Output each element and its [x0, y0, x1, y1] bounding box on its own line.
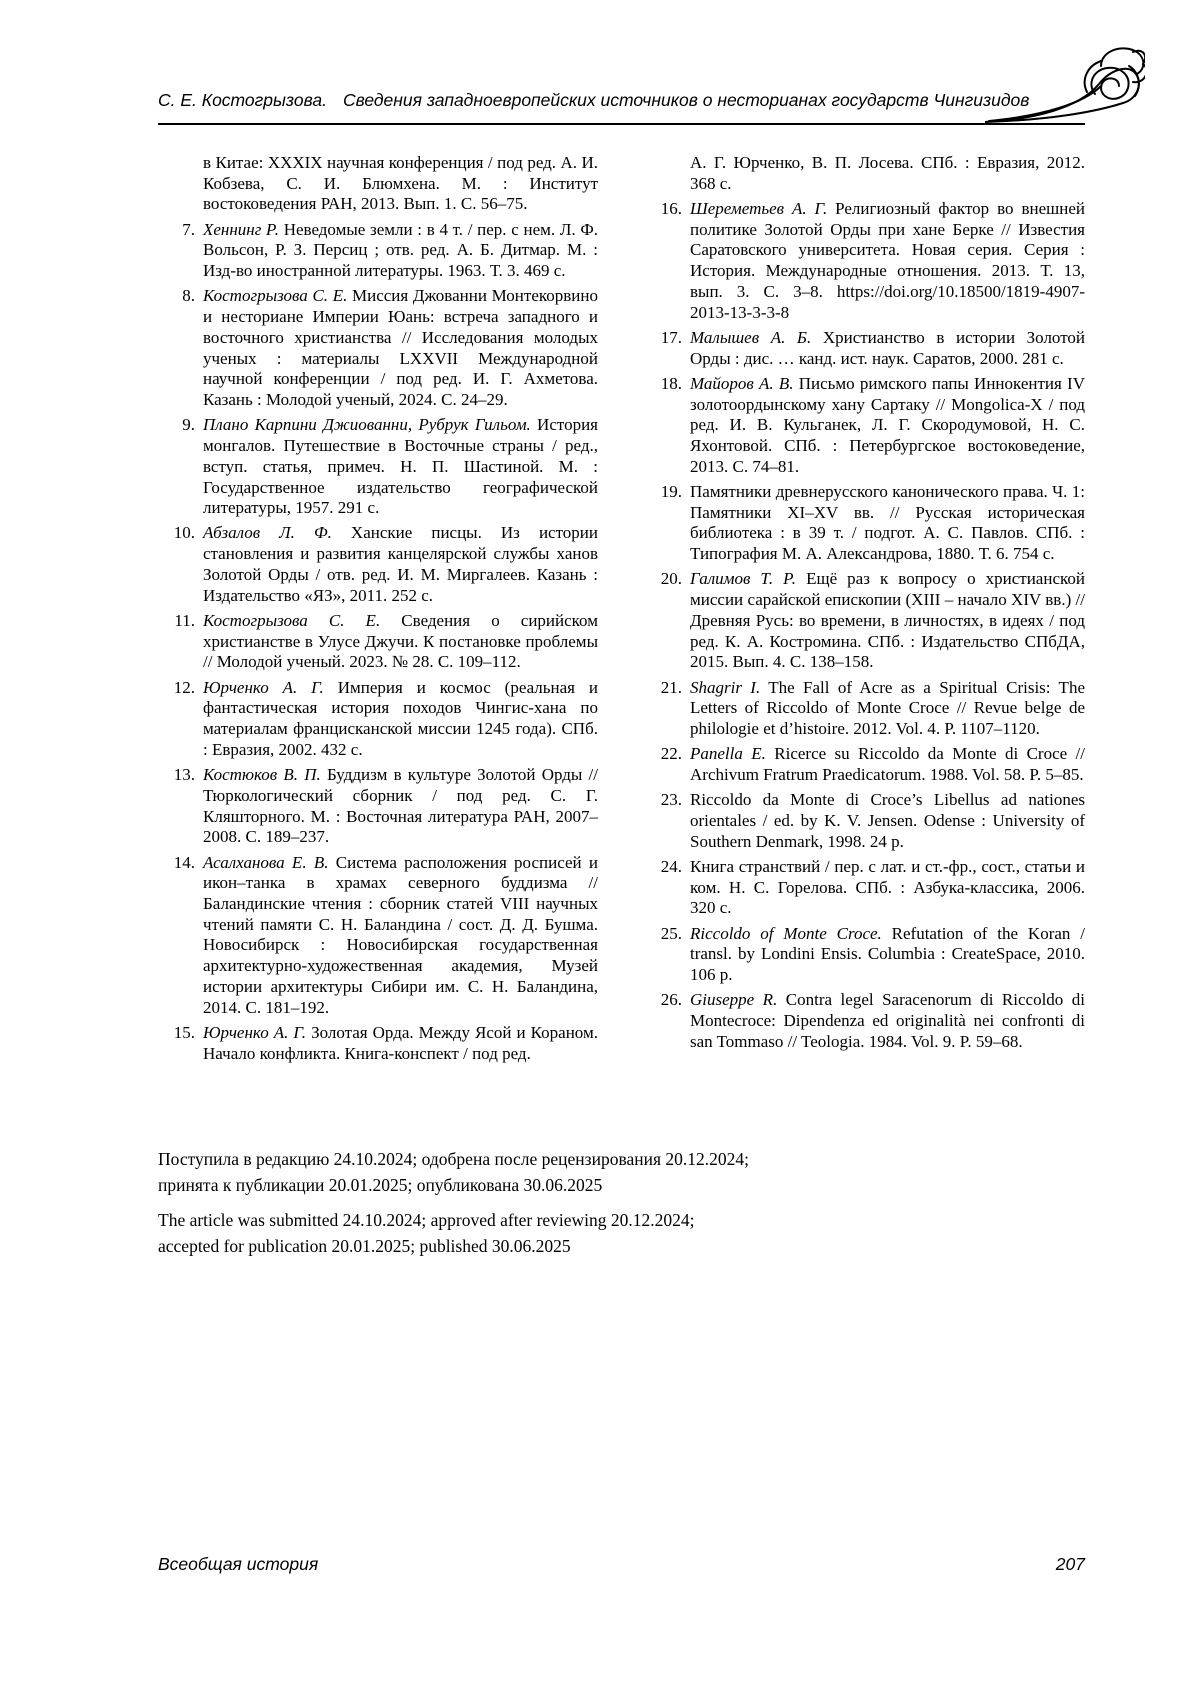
reference-text: Riccoldo da Monte di Croce’s Libellus ad nationes orientales / ed. by K. V. Jensen. Odense : University of Southern Denmark, 1998. 24 p.	[690, 790, 1085, 851]
reference-item	[158, 611, 598, 673]
reference-item	[645, 924, 1085, 986]
reference-number: 22.	[660, 744, 682, 764]
reference-item	[645, 569, 1085, 673]
reference-item	[158, 765, 598, 848]
reference-number: 15.	[173, 1022, 195, 1042]
reference-text: Система расположения росписей и икон–танка в храмах северного буддизма // Баландинские чтения : сборник статей VIII научных чтений памяти С. Н. Баландина / сост. Д. Д. Бушма. Новосибирск : Новосибирская государственная архитектурно-художественная академия, Музей истории архитектуры Сибири им. С. Н. Баландина, 2014. С. 181–192.	[203, 852, 598, 1017]
reference-author: Riccoldo of Monte Croce.	[690, 923, 882, 943]
reference-author: Шереметьев А. Г.	[690, 198, 828, 218]
footer-page-number: 207	[1055, 1554, 1085, 1574]
reference-number: 17.	[660, 327, 682, 347]
reference-number: 23.	[660, 790, 682, 810]
reference-item	[158, 678, 598, 761]
reference-author: Giuseppe R.	[690, 990, 778, 1010]
reference-author: Юрченко А. Г.	[203, 677, 324, 697]
reference-number: 9.	[182, 415, 195, 435]
running-header-title: Сведения западноевропейских источников о несторианах государств Чингизидов	[342, 90, 1030, 110]
reference-number: 16.	[660, 198, 682, 218]
reference-number: 8.	[182, 286, 195, 306]
reference-item	[158, 220, 598, 282]
page-footer	[158, 1554, 1085, 1575]
dates-ru-line1: Поступила в редакцию 24.10.2024; одобрена после рецензирования 20.12.2024;	[158, 1149, 750, 1169]
reference-text: The Fall of Acre as a Spiritual Crisis: The Letters of Riccoldo of Monte Croce // Revue belge de philologie et d’histoire. 2012. Vol. 4. P. 1107–1120.	[690, 677, 1085, 739]
reference-number: 20.	[660, 569, 682, 589]
reference-item	[645, 374, 1085, 478]
header-rule	[158, 123, 1085, 125]
reference-author: Галимов Т. Р.	[690, 569, 797, 589]
reference-number: 24.	[660, 857, 682, 876]
reference-number: 26.	[660, 990, 682, 1010]
reference-number: 21.	[660, 677, 682, 697]
dates-english	[158, 1207, 918, 1260]
reference-author: Костогрызова С. Е.	[203, 610, 381, 630]
reference-item	[645, 482, 1085, 565]
reference-item	[645, 790, 1085, 852]
reference-number: 13.	[173, 765, 195, 785]
reference-author: Костогрызова С. Е.	[203, 286, 348, 306]
reference-item	[645, 199, 1085, 323]
reference-number: 18.	[660, 373, 682, 393]
reference-author: Абзалов Л. Ф.	[203, 523, 332, 543]
reference-number: 10.	[173, 523, 195, 543]
dates-en-line1: The article was submitted 24.10.2024; approved after reviewing 20.12.2024;	[158, 1209, 695, 1230]
reference-number: 12.	[173, 677, 195, 697]
reference-text: Империя и космос (реальная и фантастическая история походов Чингис-хана по материалам францисканской миссии 1245 года). СПб. : Евразия, 2002. 432 с.	[203, 677, 598, 759]
reference-author: Майоров А. В.	[690, 373, 794, 393]
reference-text: Ещё раз к вопросу о христианской миссии сарайской епископии (XIII – начало XIV вв.) // Древняя Русь: во времени, в личностях, в идеях / под ред. К. А. Костромина. СПб. : Издательство СПбДА, 2015. Вып. 4. С. 138–158.	[690, 569, 1085, 672]
reference-item	[645, 744, 1085, 785]
references-left-column	[158, 153, 598, 1069]
reference-text: Refutation of the Koran / transl. by Londini Ensis. Columbia : CreateSpace, 2010. 106 p.	[690, 923, 1085, 985]
reference-text: Ханские писцы. Из истории становления и развития канцелярской службы ханов Золотой Орды / отв. ред. И. М. Миргалеев. Казань : Издательство «ЯЗ», 2011. 252 с.	[203, 523, 598, 605]
running-header	[158, 90, 1078, 111]
reference-text: Золотая Орда. Между Ясой и Кораном. Начало конфликта. Книга-конспект / под ред.	[203, 1022, 598, 1063]
reference-item	[158, 523, 598, 606]
reference-author: Юрченко А. Г.	[203, 1022, 307, 1042]
reference-text: Книга странствий / пер. с лат. и ст.-фр., сост., статьи и ком. Н. С. Горелова. СПб. : Азбука-классика, 2006. 320 с.	[690, 857, 1085, 918]
reference-text: Сведения о сирийском христианстве в Улусе Джучи. К постановке проблемы // Молодой ученый. 2023. № 28. С. 109–112.	[203, 610, 598, 672]
references-right-column	[645, 153, 1085, 1069]
dates-russian	[158, 1146, 918, 1199]
reference-number: 14.	[173, 852, 195, 872]
reference-item	[158, 853, 598, 1019]
reference-text: Contra legel Saracenorum di Riccoldo di Montecroce: Dipendenza ed originalità nei confronti di san Tommaso // Teologia. 1984. Vol. 9. P. 59–68.	[690, 990, 1086, 1051]
dates-en-line2: accepted for publication 20.01.2025; published 30.06.2025	[158, 1235, 571, 1256]
reference-number: 11.	[174, 610, 195, 630]
reference-text: Миссия Джованни Монтекорвино и несториане Империи Юань: встреча западного и восточного христианства // Исследования молодых ученых : материалы LXXVII Международной научной конференции / под ред. И. Г. Ахметова. Казань : Молодой ученый, 2024. С. 24–29.	[203, 286, 598, 410]
reference-author: Плано Карпини Джиованни, Рубрук Гильом.	[203, 415, 531, 435]
reference-text: История монгалов. Путешествие в Восточные страны / ред., вступ. статья, примеч. Н. П. Шастиной. М. : Государственное издательство географической литературы, 1957. 291 с.	[203, 415, 598, 518]
reference-item	[645, 990, 1085, 1052]
reference-text: Христианство в истории Золотой Орды : дис. … канд. ист. наук. Саратов, 2000. 281 с.	[690, 327, 1086, 368]
running-header-author: С. Е. Костогрызова.	[158, 90, 327, 110]
footer-section-title: Всеобщая история	[158, 1554, 319, 1574]
dates-ru-line2: принята к публикации 20.01.2025; опубликована 30.06.2025	[158, 1175, 603, 1196]
reference-item	[158, 415, 598, 519]
reference-author: Panella E.	[690, 744, 766, 764]
reference-number: 25.	[660, 923, 682, 943]
reference-item	[645, 678, 1085, 740]
reference-text: Религиозный фактор во внешней политике Золотой Орды при хане Берке // Известия Саратовского университета. Новая серия. Серия : История. Международные отношения. 2013. Т. 13, вып. 3. С. 3–8. https://doi.org/10.18500/1819-4907-2013-13-3-3-8	[690, 198, 1085, 322]
references	[158, 153, 1086, 1069]
reference-text: Неведомые земли : в 4 т. / пер. с нем. Л. Ф. Вольсон, Р. З. Персиц ; отв. ред. А. Б. Дитмар. М. : Изд-во иностранной литературы. 1963. Т. 3. 469 с.	[203, 219, 598, 281]
reference-text: Письмо римского папы Иннокентия IV золотоордынскому хану Сартаку // Mongolica-X / под ред. И. В. Кульганек, Л. Г. Скородумовой, Н. С. Яхонтовой. СПб. : Петербургское востоковедение, 2013. С. 74–81.	[690, 373, 1085, 476]
reference-number: 19.	[660, 482, 682, 502]
article-dates	[158, 1146, 918, 1267]
reference-item	[158, 153, 598, 215]
reference-author: Костюков В. П.	[203, 765, 321, 785]
reference-item	[158, 1023, 598, 1064]
reference-item	[158, 286, 598, 410]
reference-item	[645, 857, 1085, 919]
header-ornament-icon	[983, 46, 1145, 131]
reference-text: А. Г. Юрченко, В. П. Лосева. СПб. : Евразия, 2012. 368 с.	[690, 153, 1085, 193]
reference-text: в Китае: XXXIX научная конференция / под ред. А. И. Кобзева, С. И. Блюмхена. М. : Институт востоковедения РАН, 2013. Вып. 1. С. 56–75.	[203, 153, 598, 214]
reference-author: Хеннинг Р.	[203, 219, 279, 239]
reference-item	[645, 153, 1085, 194]
reference-text: Памятники древнерусского канонического права. Ч. 1: Памятники XI–XV вв. // Русская историческая библиотека : в 39 т. / подгот. А. С. Павлов. СПб. : Типография М. А. Александрова, 1880. Т. 6. 754 с.	[690, 482, 1085, 564]
reference-item	[645, 328, 1085, 369]
reference-author: Малышев А. Б.	[690, 327, 812, 347]
reference-text: Ricerce su Riccoldo da Monte di Croce // Archivum Fratrum Praedicatorum. 1988. Vol. 58. P. 5–85.	[690, 744, 1085, 785]
reference-number: 7.	[182, 219, 195, 239]
reference-author: Shagrir I.	[690, 677, 761, 697]
reference-author: Асалханова Е. В.	[203, 852, 329, 872]
reference-text: Буддизм в культуре Золотой Орды // Тюркологический сборник / под ред. С. Г. Кляшторного. М. : Восточная литература РАН, 2007–2008. С. 189–237.	[203, 765, 598, 847]
